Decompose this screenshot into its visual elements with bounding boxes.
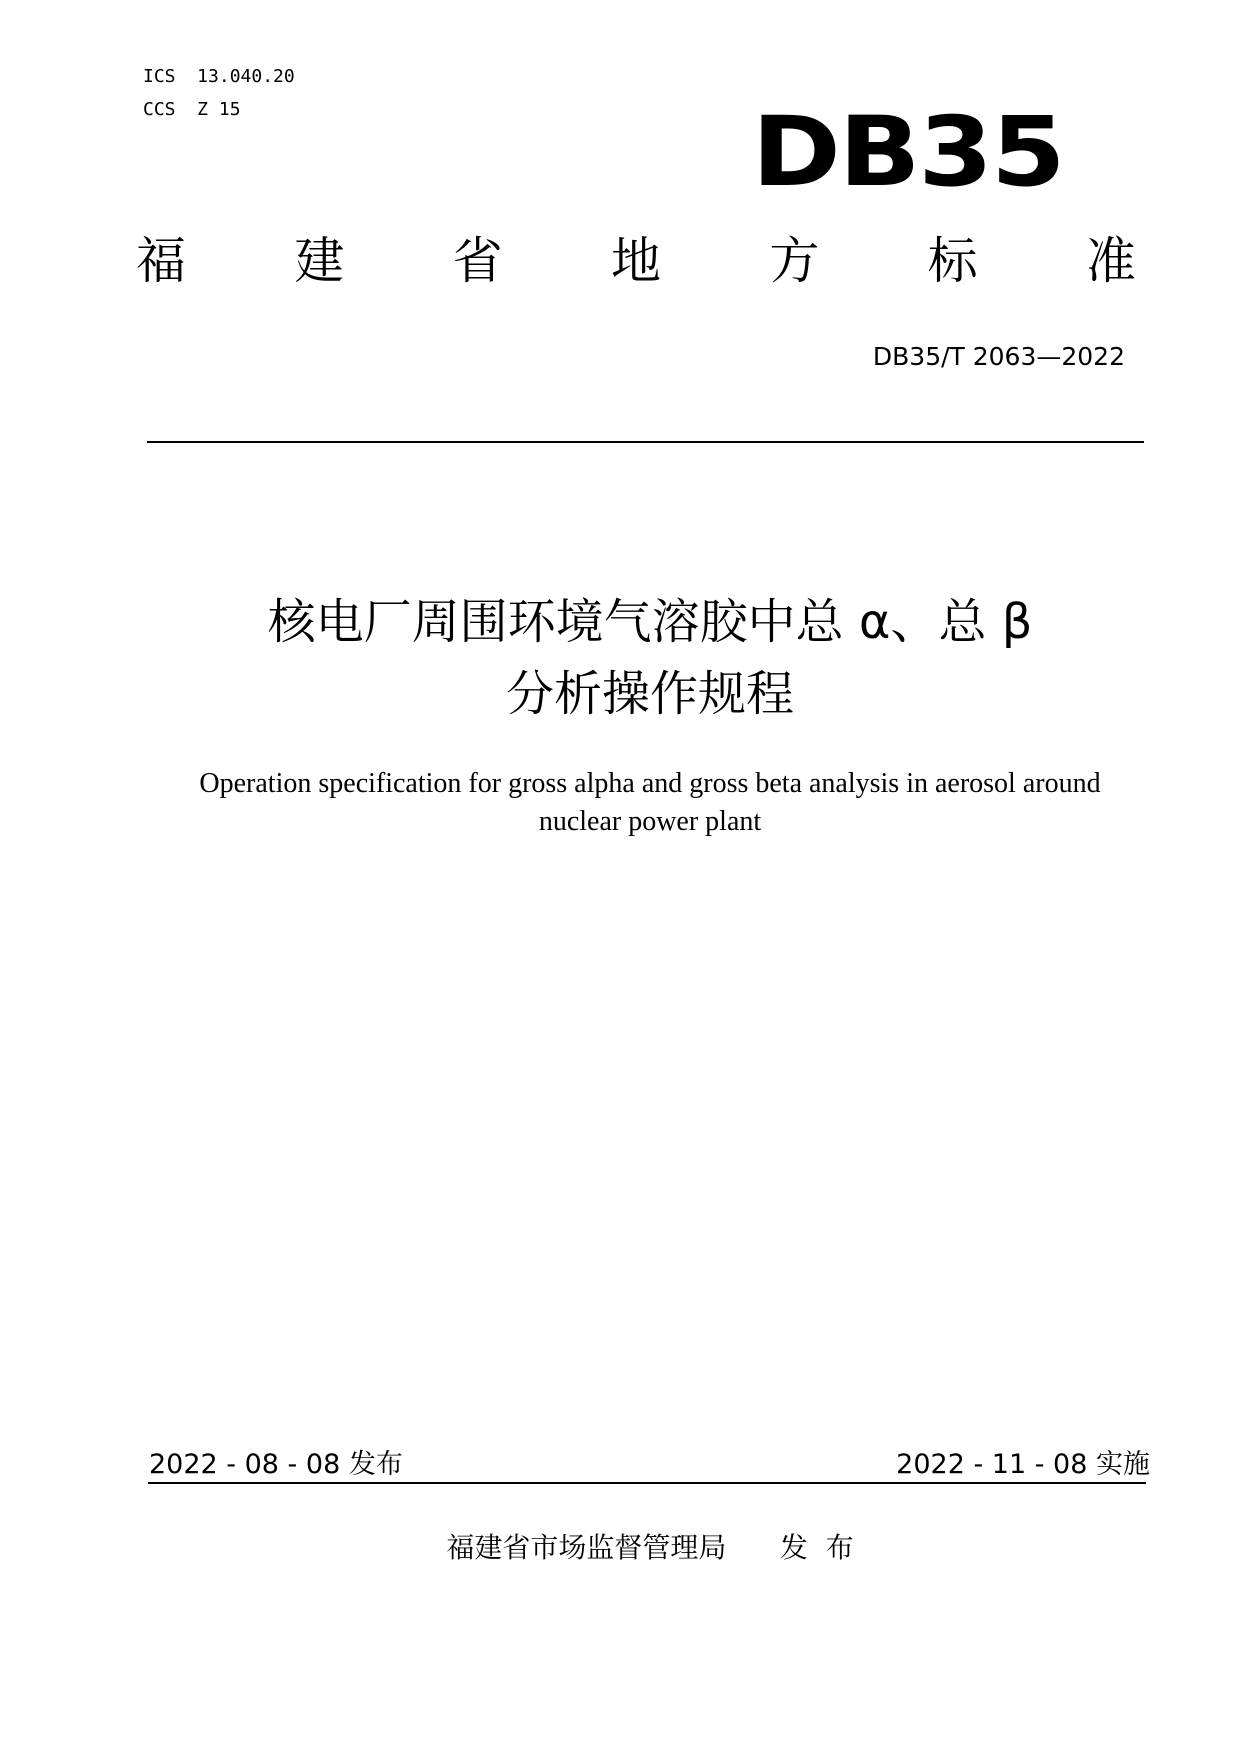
publish-date: 2022 - 08 - 08 发布 [149, 1449, 403, 1480]
english-title [0, 765, 1241, 841]
chinese-title [0, 586, 1241, 730]
english-title-line-1: Operation specification for gross alpha and gross beta analysis in aerosol around [199, 768, 1101, 799]
standard-type-char: 方 [769, 232, 820, 290]
top-divider [147, 441, 1144, 443]
ics-code: ICS 13.040.20 [143, 66, 295, 87]
standard-type-char: 建 [294, 232, 345, 290]
chinese-title-line-2: 分析操作规程 [505, 666, 794, 722]
standard-type-char: 福 [136, 232, 186, 290]
ccs-code: CCS Z 15 [143, 99, 241, 120]
bottom-divider [148, 1482, 1146, 1484]
standard-number: DB35/T 2063—2022 [872, 342, 1125, 371]
issuer: 福建省市场监督管理局 发 布 [446, 1531, 854, 1564]
standard-type-char: 准 [1085, 232, 1136, 290]
chinese-title-line-1: 核电厂周围环境气溶胶中总 α、总 β [267, 594, 1033, 650]
standard-type-char: 标 [927, 232, 978, 290]
classification-codes [143, 60, 295, 126]
standard-type-title [136, 232, 1136, 290]
english-title-line-2: nuclear power plant [538, 806, 762, 837]
implement-date: 2022 - 11 - 08 实施 [896, 1449, 1150, 1480]
standard-type-char: 地 [610, 232, 661, 290]
db35-logo: DB35 [751, 96, 1063, 208]
standard-type-char: 省 [452, 232, 503, 290]
